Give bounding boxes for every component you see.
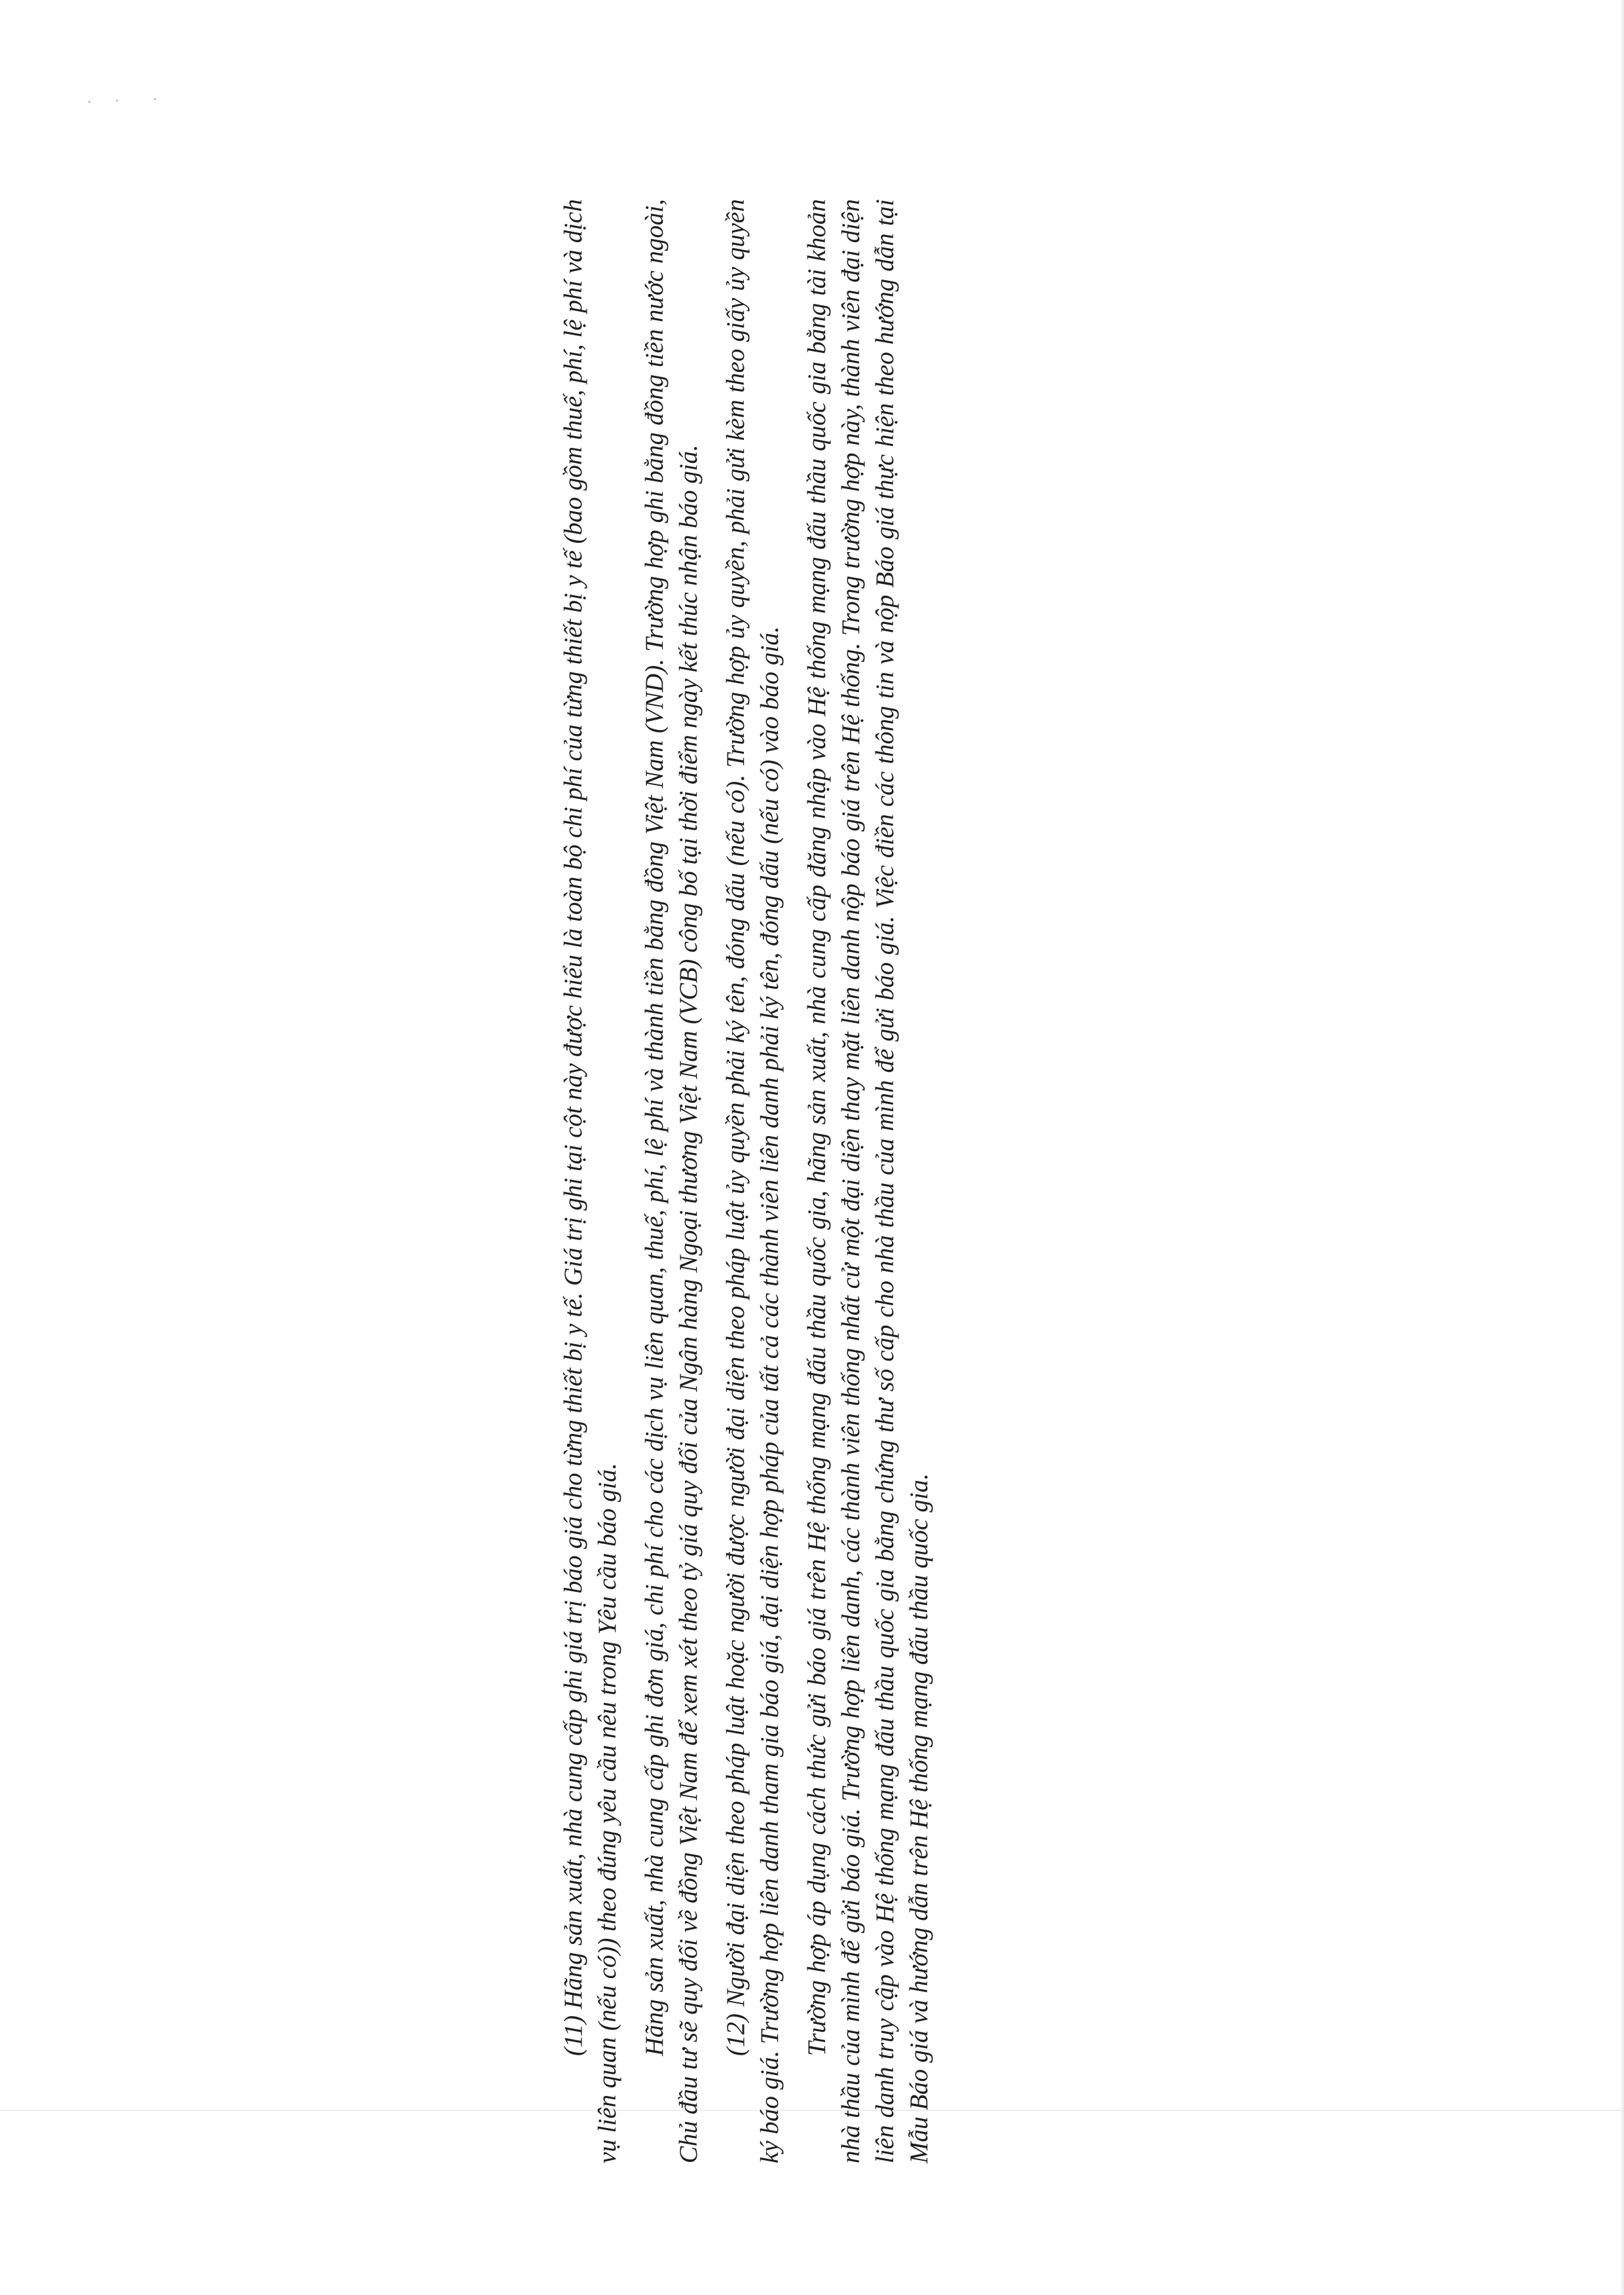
note-12-paragraph: (12) Người đại diện theo pháp luật hoặc người được người đại diện theo pháp luật ủy quyền phải ký tên, đóng dấu (nếu có). Trường hợp ủy quyền, phải gửi kèm theo giấy ủy quyền ký báo giá. Trường hợp liên danh tham gia báo giá, đại diện hợp pháp của tất cả các thành viên liên danh phải ký tên, đóng dấu (nếu có) vào báo giá. — [722, 199, 784, 2163]
scan-speck — [154, 98, 156, 100]
scan-speck — [116, 100, 118, 101]
note-11-paragraph: (11) Hãng sản xuất, nhà cung cấp ghi giá trị báo giá cho từng thiết bị y tế. Giá trị ghi tại cột này được hiểu là toàn bộ chi phí của từng thiết bị y tế (bao gồm thuế, phí, lệ phí và dịch vụ liên quan (nếu có)) theo đúng yêu cầu nêu trong Yêu cầu báo giá. — [559, 199, 621, 2163]
rotated-text-block — [557, 199, 1133, 2163]
scan-specks — [88, 97, 160, 110]
scan-speck — [88, 101, 90, 103]
scan-edge-shadow — [1620, 0, 1624, 2295]
e-procurement-paragraph: Trường hợp áp dụng cách thức gửi báo giá trên Hệ thống mạng đấu thầu quốc gia, hãng sản xuất, nhà cung cấp đăng nhập vào Hệ thống mạng đấu thầu quốc gia bằng tài khoản nhà thầu của mình để gửi báo giá. Trường hợp liên danh, các thành viên thống nhất cử một đại diện thay mặt liên danh nộp báo giá trên Hệ thống. Trong trường hợp này, thành viên đại diện liên danh truy cập vào Hệ thống mạng đấu thầu quốc gia bằng chứng thư số cấp cho nhà thầu của mình để gửi báo giá. Việc điền các thông tin và nộp Báo giá thực hiện theo hướng dẫn tại Mẫu Báo giá và hướng dẫn trên Hệ thống mạng đấu thầu quốc gia. — [803, 199, 933, 2163]
currency-paragraph: Hãng sản xuất, nhà cung cấp ghi đơn giá, chi phí cho các dịch vụ liên quan, thuế, phí, lệ phí và thành tiền bằng đồng Việt Nam (VND). Trường hợp ghi bằng đồng tiền nước ngoài, Chủ đầu tư sẽ quy đổi về đồng Việt Nam để xem xét theo tỷ giá quy đổi của Ngân hàng Ngoại thương Việt Nam (VCB) công bố tại thời điểm ngày kết thúc nhận báo giá. — [640, 199, 703, 2163]
